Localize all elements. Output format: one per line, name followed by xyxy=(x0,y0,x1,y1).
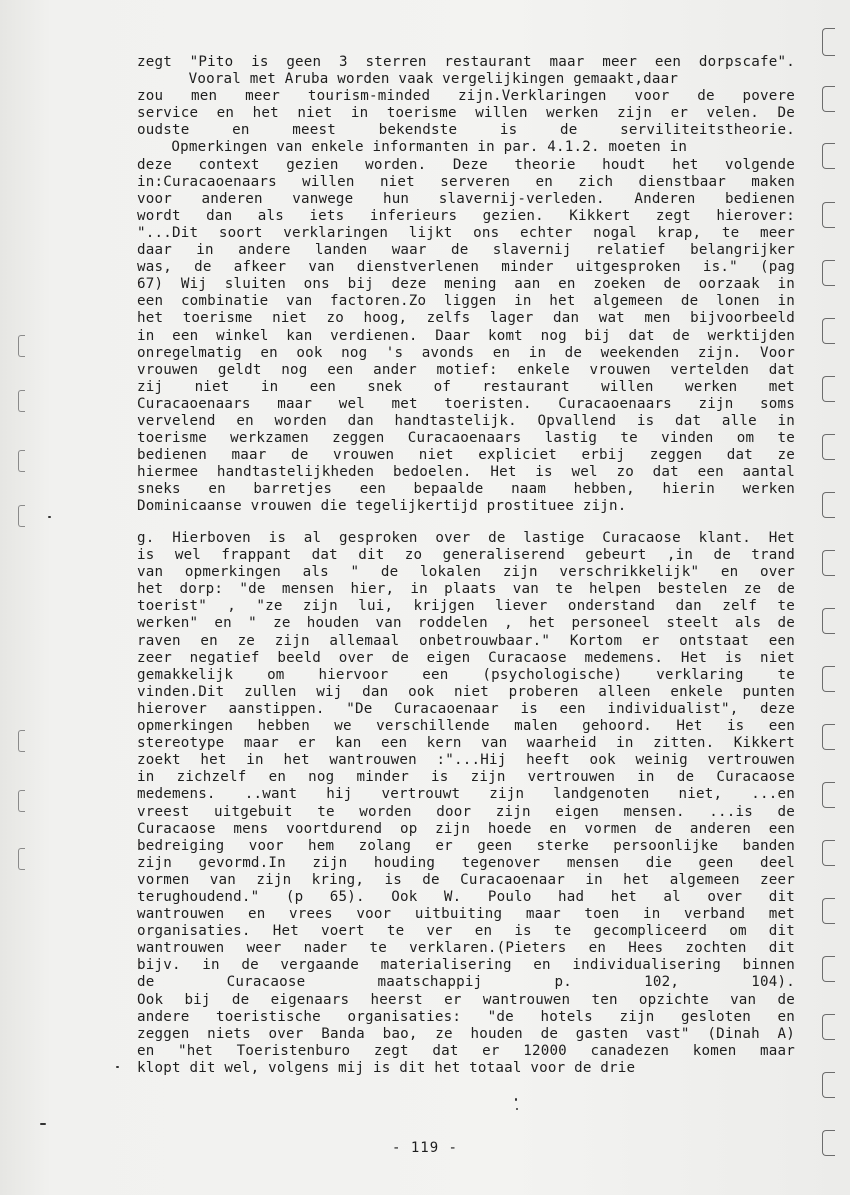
binder-hole xyxy=(822,898,835,924)
binder-hole xyxy=(822,143,835,169)
margin-mark xyxy=(18,390,25,412)
text-line: g. Hierboven is al gesproken over de lastige Curacaose klant. Het xyxy=(137,530,795,546)
text-line: zeggen niets over Banda bao, ze houden de gasten vast" (Dinah A) xyxy=(137,1025,795,1042)
text-line: toerisme werkzamen zeggen Curacaoenaars lastig te vinden om te xyxy=(137,430,795,447)
binder-hole xyxy=(822,608,835,634)
text-line: Dominicaanse vrouwen die tegelijkertijd prostituee zijn. xyxy=(137,498,627,515)
text-line: vormen van zijn kring, is de Curacaoenaar in het algemeen zeer xyxy=(137,871,795,888)
binder-hole xyxy=(822,260,835,286)
text-line: wordt dan als iets inferieurs gezien. Kikkert zegt hierover: xyxy=(137,207,795,224)
text-line: zoekt het in het wantrouwen :"...Hij heeft ook weinig vertrouwen xyxy=(137,752,795,769)
binder-hole xyxy=(822,666,835,692)
text-line: vreest uitgebuit te worden door zijn eigen mensen. ...is de xyxy=(137,803,795,820)
binder-hole xyxy=(822,1130,835,1156)
text-line: service en het niet in toerisme willen werken zijn er velen. De xyxy=(137,105,795,122)
text-line: zou men meer tourism-minded zijn.Verklaringen voor de povere xyxy=(137,88,795,105)
text-line: klopt dit wel, volgens mij is dit het totaal voor de drie xyxy=(137,1059,636,1076)
binder-hole xyxy=(822,86,835,112)
text-line: de Curacaose maatschappij p. 102, 104). xyxy=(137,974,795,991)
text-line: in:Curacaoenaars willen niet serveren en zich dienstbaar maken xyxy=(137,173,795,190)
binder-hole xyxy=(822,956,835,982)
text-line: Curacaoenaars maar wel met toeristen. Curacaoenaars zijn soms xyxy=(137,395,795,412)
text-line: Ook bij de eigenaars heerst er wantrouwen ten opzichte van de xyxy=(137,991,795,1008)
binder-hole xyxy=(822,1072,835,1098)
text-line: en "het Toeristenburo zegt dat er 12000 canadezen komen maar xyxy=(137,1042,795,1059)
text-line: voor anderen vanwege hun slavernij-verleden. Anderen bedienen xyxy=(137,190,795,207)
text-line: raven en ze zijn allemaal onbetrouwbaar." Kortom er ontstaat een xyxy=(137,632,795,649)
scan-speck xyxy=(515,1098,517,1101)
text-line: Curacaose mens voortdurend op zijn hoede en vormen de anderen een xyxy=(137,820,795,837)
binder-hole xyxy=(822,840,835,866)
text-line: was, de afkeer van dienstverlenen minder uitgesproken is." (pag xyxy=(137,259,795,276)
text-line: vervelend en worden dan handtastelijk. Opvallend is dat alle in xyxy=(137,412,795,429)
margin-mark xyxy=(18,730,25,752)
text-line: bijv. in de vergaande materialisering en individualisering binnen xyxy=(137,957,795,974)
margin-mark xyxy=(18,505,25,527)
text-line: hierover aanstippen. "De Curacaoenaar is een individualist", deze xyxy=(137,700,795,717)
scan-speck xyxy=(48,516,51,518)
text-line: zij niet in een snek of restaurant willen werken met xyxy=(137,378,795,395)
text-line: het toerisme niet zo hoog, zelfs lager dan wat men bijvoorbeeld xyxy=(137,310,795,327)
text-line: vrouwen geldt nog een ander motief: enkele vrouwen vertelden dat xyxy=(137,361,795,378)
binder-hole xyxy=(822,492,835,518)
binder-hole xyxy=(822,318,835,344)
text-line: Opmerkingen van enkele informanten in par. 4.1.2. moeten in xyxy=(171,139,688,156)
text-line: een combinatie van factoren.Zo liggen in het algemeen de lonen in xyxy=(137,293,795,310)
paragraph-serviliteit xyxy=(137,54,795,516)
text-line: deze context gezien worden. Deze theorie houdt het volgende xyxy=(137,156,795,173)
binder-hole xyxy=(822,550,835,576)
text-line: zegt "Pito is geen 3 sterren restaurant maar meer een dorpscafe". xyxy=(137,54,795,70)
text-line: bedienen maar de vrouwen niet expliciet erbij zeggen dat ze xyxy=(137,447,795,464)
text-line: toerist" , "ze zijn lui, krijgen liever onderstand dan zelf te xyxy=(137,598,795,615)
scan-speck xyxy=(40,1123,46,1125)
text-line: opmerkingen hebben we verschillende malen gehoord. Het is een xyxy=(137,718,795,735)
binder-hole xyxy=(822,724,835,750)
text-line: andere toeristische organisaties: "de hotels zijn gesloten en xyxy=(137,1008,795,1025)
text-line: "...Dit soort verklaringen lijkt ons echter nogal krap, te meer xyxy=(137,224,795,241)
text-line: in zichzelf en nog minder is zijn vertrouwen in de Curacaose xyxy=(137,769,795,786)
text-line: is wel frappant dat dit zo generaliserend gebeurt ,in de trand xyxy=(137,547,795,564)
text-line: bedreiging voor hem zolang er geen sterke persoonlijke banden xyxy=(137,837,795,854)
text-line: gemakkelijk om hiervoor een (psychologische) verklaring te xyxy=(137,666,795,683)
text-line: sneks en barretjes een bepaalde naam hebben, hierin werken xyxy=(137,481,795,498)
text-line: werken" en " ze houden van roddelen , het personeel steelt als de xyxy=(137,615,795,632)
text-line: oudste en meest bekendste is de serviliteitstheorie. xyxy=(137,122,795,139)
scan-speck xyxy=(516,1108,518,1110)
binder-hole xyxy=(822,376,835,402)
margin-mark xyxy=(18,848,25,870)
page-number: - 119 - xyxy=(391,1140,458,1156)
text-line: zeer negatief beeld over de eigen Curacaose medemens. Het is niet xyxy=(137,649,795,666)
text-line: stereotype maar er kan een kern van waarheid in zitten. Kikkert xyxy=(137,735,795,752)
text-line: zijn gevormd.In zijn houding tegenover mensen die geen deel xyxy=(137,854,795,871)
binder-hole xyxy=(822,782,835,808)
text-line: van opmerkingen als " de lokalen zijn verschrikkelijk" en over xyxy=(137,564,795,581)
binder-hole xyxy=(822,202,835,228)
text-line: het dorp: "de mensen hier, in plaats van te helpen bestelen ze de xyxy=(137,581,795,598)
binder-hole xyxy=(822,434,835,460)
text-line: organisaties. Het voert te ver en is te gecompliceerd om dit xyxy=(137,923,795,940)
text-line: in een winkel kan verdienen. Daar komt nog bij dat de werktijden xyxy=(137,327,795,344)
text-line: medemens. ..want hij vertrouwt zijn landgenoten niet, ...en xyxy=(137,786,795,803)
text-line: daar in andere landen waar de slavernij relatief belangrijker xyxy=(137,242,795,259)
text-line: wantrouwen en vrees voor uitbuiting maar toen in verband met xyxy=(137,906,795,923)
text-line: hiermee handtastelijkheden bedoelen. Het is wel zo dat een aantal xyxy=(137,464,795,481)
scan-speck xyxy=(116,1066,119,1068)
text-line: vinden.Dit zullen wij dan ook niet proberen alleen enkele punten xyxy=(137,683,795,700)
margin-mark xyxy=(18,450,25,472)
binder-hole xyxy=(822,28,835,56)
text-line: 67) Wij sluiten ons bij deze mening aan en zoeken de oorzaak in xyxy=(137,276,795,293)
text-line: onregelmatig en ook nog 's avonds en in de weekenden zijn. Voor xyxy=(137,344,795,361)
text-line: wantrouwen weer nader te verklaren.(Pieters en Hees zochten dit xyxy=(137,940,795,957)
text-line: terughoudend." (p 65). Ook W. Poulo had het al over dit xyxy=(137,888,795,905)
margin-mark xyxy=(18,790,25,812)
text-line: Vooral met Aruba worden vaak vergelijkingen gemaakt,daar xyxy=(188,71,679,88)
paragraph-g-curacaose-klant xyxy=(137,530,795,1077)
binder-hole xyxy=(822,1014,835,1040)
margin-mark xyxy=(18,335,25,357)
